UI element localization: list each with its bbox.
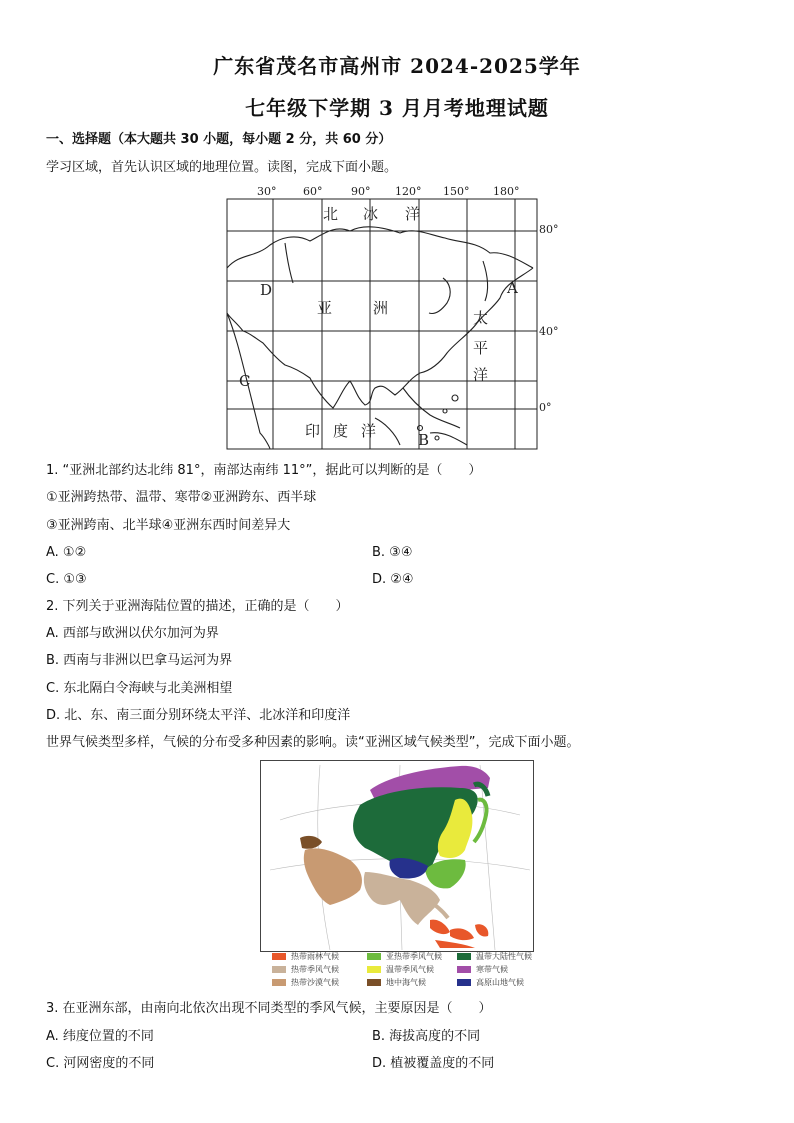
- exam-title-line2: 七年级下学期 3 月月考地理试题: [245, 96, 549, 120]
- legend-item: 热带雨林气候: [272, 951, 339, 962]
- q1-option-d[interactable]: D. ②④: [372, 572, 414, 587]
- q1-option-b[interactable]: B. ③④: [372, 545, 413, 560]
- q1-statement-2: ③亚洲跨南、北半球④亚洲东西时间差异大: [46, 518, 291, 533]
- lat-label: 0°: [539, 401, 552, 414]
- lon-label: 150°: [443, 185, 470, 198]
- lon-label: 180°: [493, 185, 520, 198]
- q2-option-b[interactable]: B. 西南与非洲以巴拿马运河为界: [46, 653, 233, 668]
- legend-item: 温带季风气候: [367, 964, 434, 975]
- lon-label: 120°: [395, 185, 422, 198]
- q1-statement-1: ①亚洲跨热带、温带、寒带②亚洲跨东、西半球: [46, 490, 317, 505]
- legend-swatch-icon: [367, 979, 381, 986]
- pacific-label: 平: [473, 339, 489, 357]
- legend-swatch-icon: [367, 953, 381, 960]
- asia-label: 亚: [317, 299, 333, 317]
- legend-swatch-icon: [457, 953, 471, 960]
- intro-text-1: 学习区域，首先认识区域的地理位置。读图，完成下面小题。: [46, 160, 398, 175]
- intro-text-2: 世界气候类型多样，气候的分布受多种因素的影响。读“亚洲区域气候类型”，完成下面小题。: [46, 735, 580, 750]
- point-label-a: A: [507, 279, 518, 297]
- q2-option-d[interactable]: D. 北、东、南三面分别环绕太平洋、北冰洋和印度洋: [46, 708, 351, 723]
- legend-item: 温带大陆性气候: [457, 951, 532, 962]
- point-label-b: B: [418, 431, 430, 449]
- legend-item: 热带沙漠气候: [272, 977, 339, 988]
- q3-option-d[interactable]: D. 植被覆盖度的不同: [372, 1056, 495, 1071]
- legend-swatch-icon: [272, 966, 286, 973]
- point-label-d: D: [260, 281, 273, 299]
- q2-option-a[interactable]: A. 西部与欧洲以伏尔加河为界: [46, 626, 219, 641]
- legend-swatch-icon: [272, 953, 286, 960]
- section-heading: 一、选择题（本大题共 30 小题，每小题 2 分，共 60 分）: [46, 132, 392, 147]
- q1-option-a[interactable]: A. ①②: [46, 545, 87, 560]
- asia-label: 洲: [373, 299, 389, 317]
- indian-ocean-label: 度: [333, 422, 349, 440]
- legend-swatch-icon: [272, 979, 286, 986]
- q2-stem: 2. 下列关于亚洲海陆位置的描述，正确的是（ ）: [46, 599, 349, 614]
- legend-swatch-icon: [457, 979, 471, 986]
- lat-label: 80°: [539, 223, 559, 236]
- legend-swatch-icon: [367, 966, 381, 973]
- indian-ocean-label: 印: [305, 422, 321, 440]
- lon-label: 60°: [303, 185, 323, 198]
- legend-swatch-icon: [457, 966, 471, 973]
- q3-option-c[interactable]: C. 河网密度的不同: [46, 1056, 155, 1071]
- point-label-c: C: [239, 372, 251, 390]
- lon-label: 90°: [351, 185, 371, 198]
- q2-option-c[interactable]: C. 东北隔白令海峡与北美洲相望: [46, 681, 233, 696]
- asia-climate-map: [260, 760, 534, 952]
- q1-option-c[interactable]: C. ①③: [46, 572, 87, 587]
- asia-location-map: [215, 183, 565, 453]
- indian-ocean-label: 洋: [361, 422, 377, 440]
- pacific-label: 太: [473, 309, 489, 327]
- q1-stem: 1. “亚洲北部约达北纬 81°，南部达南纬 11°”，据此可以判断的是（ ）: [46, 463, 482, 478]
- legend-item: 地中海气候: [367, 977, 426, 988]
- q3-option-b[interactable]: B. 海拔高度的不同: [372, 1029, 481, 1044]
- legend-item: 热带季风气候: [272, 964, 339, 975]
- lat-label: 40°: [539, 325, 559, 338]
- exam-title-line1: 广东省茂名市高州市 2024-2025学年: [213, 54, 581, 78]
- legend-item: 寒带气候: [457, 964, 508, 975]
- pacific-label: 洋: [473, 366, 489, 384]
- q3-option-a[interactable]: A. 纬度位置的不同: [46, 1029, 154, 1044]
- arctic-ocean-label: 北: [323, 205, 339, 223]
- arctic-ocean-label: 洋: [405, 205, 421, 223]
- legend-item: 高原山地气候: [457, 977, 524, 988]
- legend-item: 亚热带季风气候: [367, 951, 442, 962]
- q3-stem: 3. 在亚洲东部，由南向北依次出现不同类型的季风气候，主要原因是（ ）: [46, 1001, 492, 1016]
- arctic-ocean-label: 冰: [363, 205, 379, 223]
- lon-label: 30°: [257, 185, 277, 198]
